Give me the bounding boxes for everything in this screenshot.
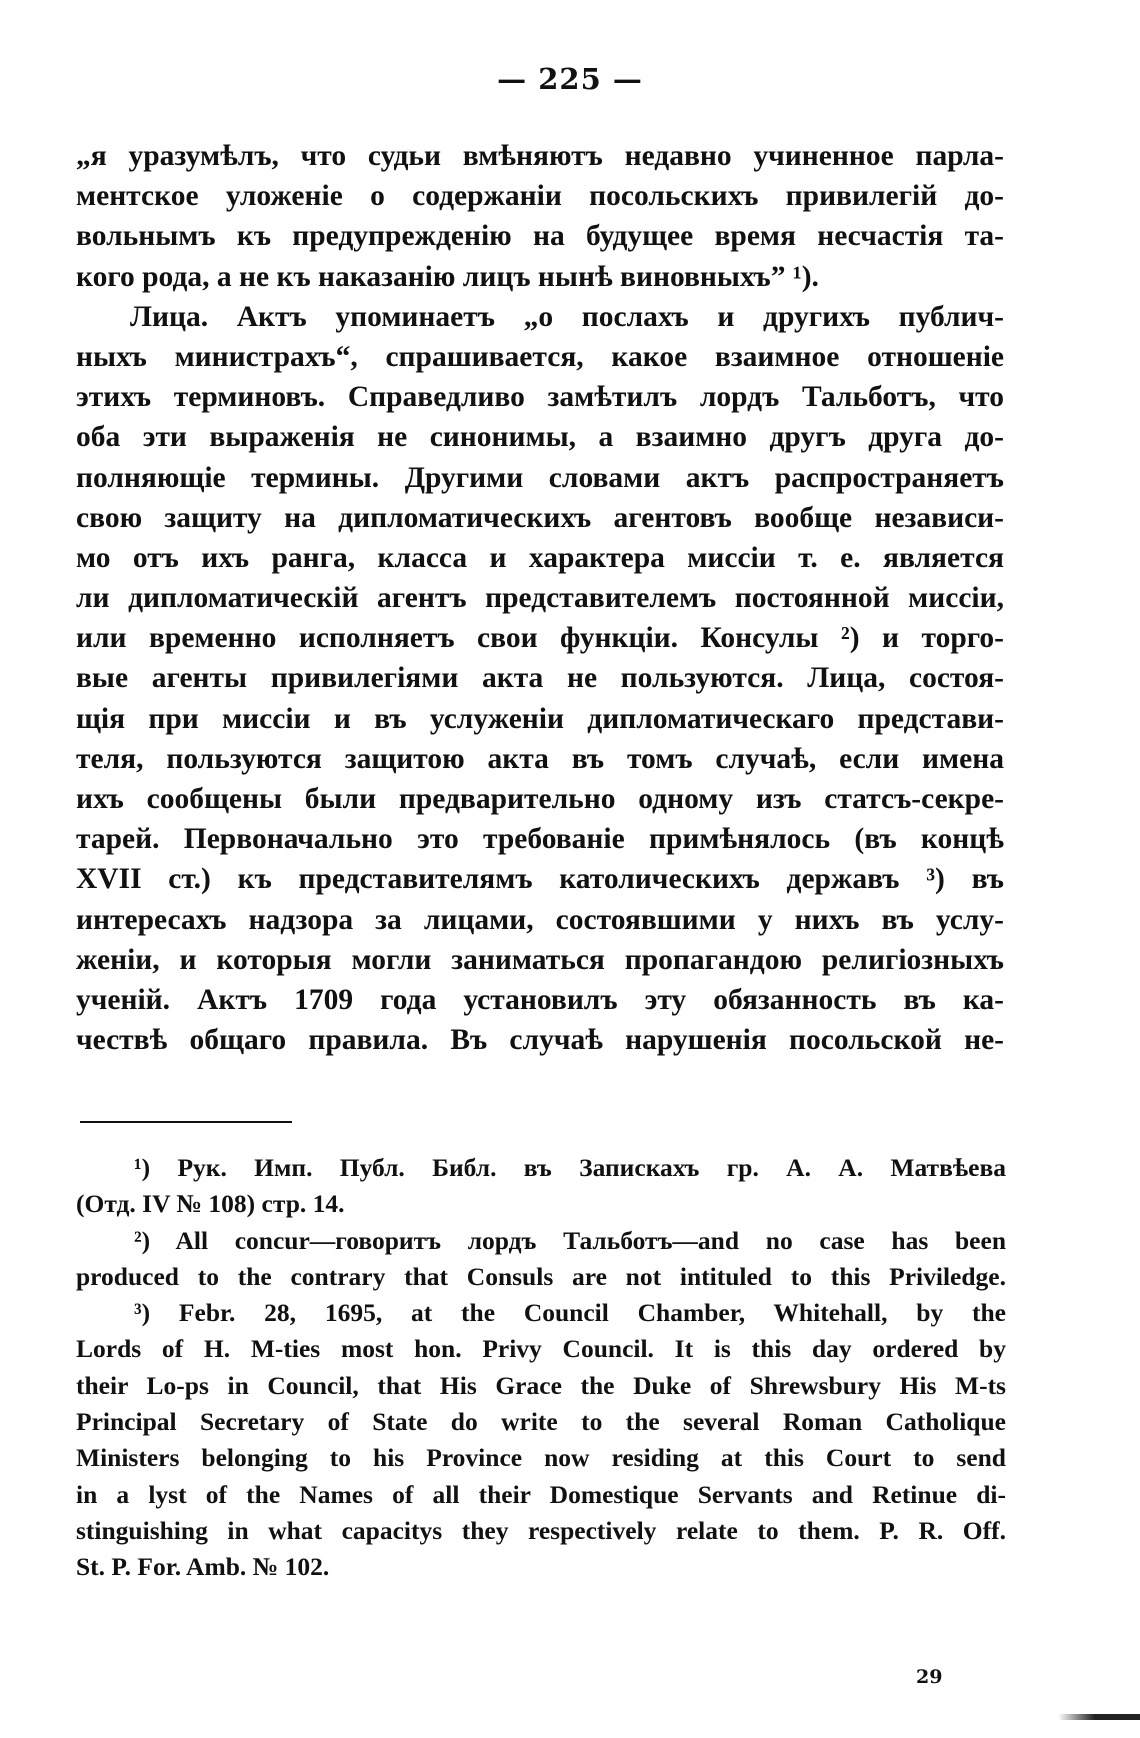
- body-line: ли дипломатическій агентъ представителемъ постоянной миссіи,: [76, 582, 1004, 615]
- footnote-line: produced to the contrary that Consuls are not intituled to this Priviledge.: [76, 1261, 1006, 1291]
- body-line: XVII ст.) къ представителямъ католическихъ державъ ³) въ: [76, 863, 1004, 896]
- body-line: мо отъ ихъ ранга, класса и характера миссіи т. е. является: [76, 541, 1004, 574]
- footnote-line: Ministers belonging to his Province now residing at this Court to send: [76, 1443, 1006, 1473]
- body-line: ментское уложеніе о содержаніи посольскихъ привилегій до-: [76, 180, 1004, 213]
- footnote-line: ¹) Рук. Имп. Публ. Библ. въ Запискахъ гр. А. А. Матвѣева: [134, 1153, 1006, 1182]
- footnote-line: St. P. For. Amb. № 102.: [76, 1552, 330, 1582]
- body-line: этихъ терминовъ. Справедливо замѣтилъ лордъ Тальботъ, что: [76, 381, 1004, 414]
- body-line: полняющіе термины. Другими словами актъ распространяетъ: [76, 461, 1004, 494]
- footnote-line: Principal Secretary of State do write to the several Roman Catholique: [76, 1407, 1006, 1437]
- body-line: вольнымъ къ предупрежденію на будущее время несчастія та-: [76, 220, 1004, 253]
- footnote-line: Lords of H. M-ties most hon. Privy Council. It is this day ordered by: [76, 1334, 1006, 1364]
- scan-edge-mark: [1058, 1714, 1140, 1720]
- body-line: щія при миссіи и въ услуженіи дипломатическаго представи-: [76, 702, 1004, 735]
- footnote-line: ³) Febr. 28, 1695, at the Council Chamber, Whitehall, by the: [134, 1298, 1006, 1328]
- body-line: „я уразумѣлъ, что судьи вмѣняютъ недавно учиненное парла-: [76, 140, 1004, 172]
- body-line: свою защиту на дипломатическихъ агентовъ вообще независи-: [76, 501, 1004, 534]
- body-line: кого рода, а не къ наказанію лицъ нынѣ виновныхъ” ¹).: [76, 260, 819, 293]
- footnote-line: (Отд. IV № 108) стр. 14.: [76, 1189, 345, 1219]
- body-line: оба эти выраженія не синонимы, а взаимно другъ друга до-: [76, 421, 1004, 454]
- footnote-line: stinguishing in what capacitys they respectively relate to them. P. R. Off.: [76, 1515, 1006, 1545]
- body-line: ныхъ министрахъ“, спрашивается, какое взаимное отношеніе: [76, 340, 1004, 373]
- page-number-header: — 225 —: [497, 62, 643, 96]
- footnote-separator: [80, 1121, 292, 1123]
- body-line: ихъ сообщены были предварительно одному изъ статсъ-секре-: [76, 783, 1004, 815]
- footnote-line: ²) All concur—говоритъ лордъ Тальботъ—and no case has been: [134, 1225, 1006, 1255]
- body-line: или временно исполняетъ свои функціи. Консулы ²) и торго-: [76, 622, 1004, 655]
- body-line: интересахъ надзора за лицами, состоявшими у нихъ въ услу-: [76, 903, 1004, 936]
- footnotes: [76, 1150, 1006, 1586]
- body-line: вые агенты привилегіями акта не пользуются. Лица, состоя-: [76, 662, 1004, 695]
- sheet-signature: 29: [916, 1666, 943, 1688]
- main-text: [76, 136, 1004, 1060]
- body-line: женіи, и которыя могли заниматься пропагандою религіозныхъ: [76, 943, 1004, 976]
- body-line: теля, пользуются защитою акта въ томъ случаѣ, если имена: [76, 742, 1004, 775]
- footnote-line: in a lyst of the Names of all their Domestique Servants and Retinue di-: [76, 1479, 1006, 1509]
- body-line: чествѣ общаго правила. Въ случаѣ нарушенія посольской не-: [76, 1024, 1004, 1057]
- body-line: Лица. Актъ упоминаетъ „о послахъ и другихъ публич-: [130, 300, 1004, 333]
- body-line: ученій. Актъ 1709 года установилъ эту обязанность въ ка-: [76, 983, 1004, 1016]
- footnote-line: their Lo-ps in Council, that His Grace the Duke of Shrewsbury His M-ts: [76, 1370, 1006, 1400]
- body-line: тарей. Первоначально это требованіе примѣнялось (въ концѣ: [76, 823, 1004, 856]
